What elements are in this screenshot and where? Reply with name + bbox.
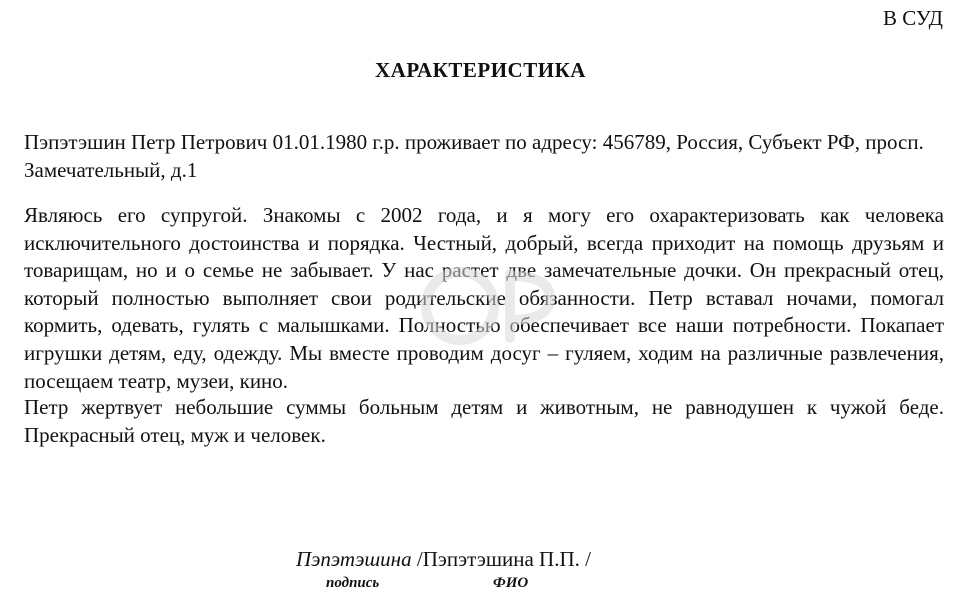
paragraph-characterization: Являюсь его супругой. Знакомы с 2002 года, и я могу его охарактеризовать как человека исключительного достоинства и порядка. Честный, добрый, всегда приходит на помощь друзьям и товарищам, но и о семье не забывает. У нас растет две замечательные дочки. Он прекрасный отец, который полностью выполняет свои родительские обязанности. Петр вставал ночами, помогал кормить, одевать, гулять с малышками. Полностью обеспечивает все наши потребности. Покапает игрушки детям, еду, одежду. Мы вместе проводим досуг – гуляем, ходим на различные развлечения, посещаем театр, музеи, кино. (24, 203, 944, 393)
handwritten-signature: Пэпэтэшина (296, 547, 412, 571)
signer-name: /Пэпэтэшина П.П. / (416, 547, 591, 571)
paragraph-personal-info: Пэпэтэшин Петр Петрович 01.01.1980 г.р. проживает по адресу: 456789, Россия, Субъект РФ, просп. Замечательный, д.1 (24, 130, 924, 182)
document-title: ХАРАКТЕРИСТИКА (375, 58, 586, 82)
signature-line (296, 547, 591, 571)
addressee: В СУД (882, 6, 943, 30)
signature-caption: подпись (326, 575, 380, 591)
name-caption: ФИО (493, 575, 529, 591)
paragraph-conclusion: Петр жертвует небольшие суммы больным детям и животным, не равнодушен к чужой беде. Прекрасный отец, муж и человек. (24, 395, 944, 447)
